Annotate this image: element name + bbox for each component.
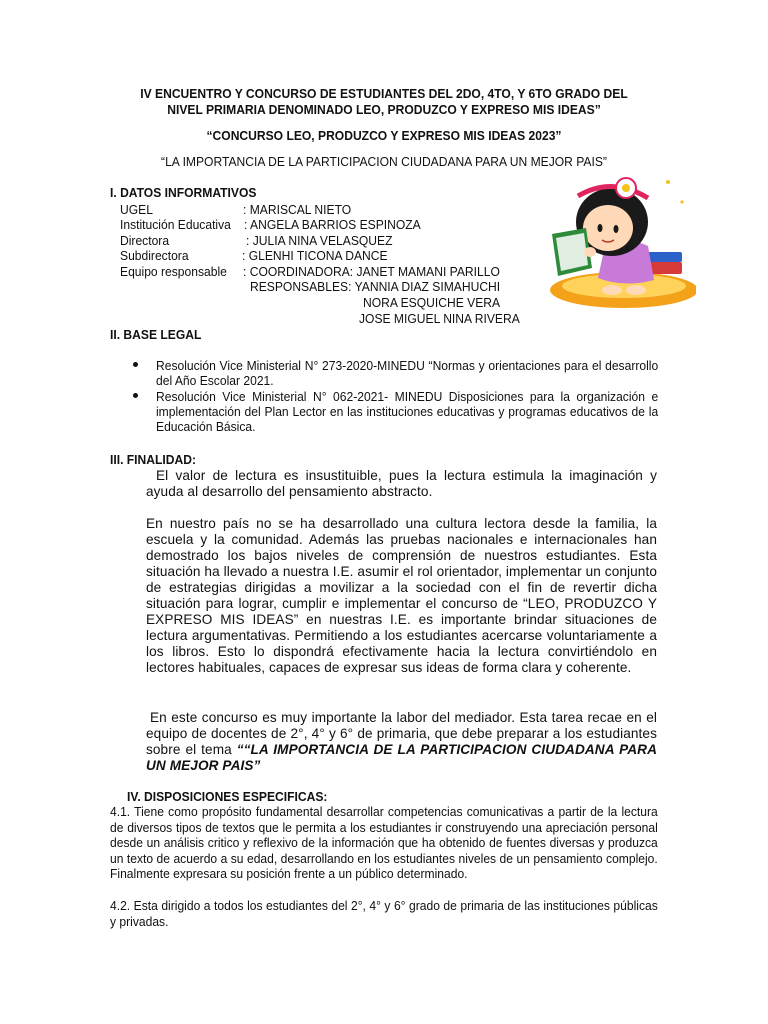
bullet-icon <box>133 393 138 398</box>
disposiciones-4-1: 4.1. Tiene como propósito fundamental desarrollar competencias comunicativas a partir de la lectura de diversos tipos de textos que le permita a los estudiantes ir construyendo una apreciación personal desde un análisis critico y reflexivo de la información que ha obtenido de fuentes diversas y produzca un texto de acuerdo a su edad, desarrollando en los estudiantes niveles de un pensamiento complejo. Finalmente expresara su posición frente a un público determinado. <box>110 804 658 881</box>
datos-label-ugel: UGEL <box>120 202 153 217</box>
datos-value-directora: : JULIA NINA VELASQUEZ <box>246 233 393 248</box>
section-heading-finalidad: III. FINALIDAD: <box>110 452 196 467</box>
section-heading-datos: I. DATOS INFORMATIVOS <box>110 185 257 200</box>
datos-label-equipo: Equipo responsable <box>120 264 227 279</box>
section-heading-disposiciones: IV. DISPOSICIONES ESPECIFICAS: <box>127 789 328 804</box>
base-legal-item-2: Resolución Vice Ministerial N° 062-2021- MINEDU Disposiciones para la organización e implementación del Plan Lector en las instituciones educativas y programas educativos de la Educación Básica. <box>156 389 659 434</box>
datos-label-institucion: Institución Educativa <box>120 217 231 232</box>
datos-responsables-1: RESPONSABLES: YANNIA DIAZ SIMAHUCHI <box>250 279 501 294</box>
section-heading-base-legal: II. BASE LEGAL <box>110 327 202 342</box>
datos-value-equipo: : COORDINADORA: JANET MAMANI PARILLO <box>243 264 500 279</box>
contest-title: “CONCURSO LEO, PRODUZCO Y EXPRESO MIS IDEAS 2023” <box>206 128 562 143</box>
base-legal-item-1: Resolución Vice Ministerial N° 273-2020-MINEDU “Normas y orientaciones para el desarrollo del Año Escolar 2021. <box>156 358 659 388</box>
datos-responsables-3: JOSE MIGUEL NINA RIVERA <box>359 311 520 326</box>
disposiciones-4-2: 4.2. Esta dirigido a todos los estudiantes del 2°, 4° y 6° grado de primaria de las instituciones públicas y privadas. <box>110 898 658 929</box>
face-shape <box>583 205 633 251</box>
datos-value-subdirectora: : GLENHI TICONA DANCE <box>242 248 388 263</box>
datos-value-ugel: : MARISCAL NIETO <box>243 202 352 217</box>
title-line-1: IV ENCUENTRO Y CONCURSO DE ESTUDIANTES DEL 2DO, 4TO, Y 6TO GRADO DEL <box>140 86 628 101</box>
finalidad-paragraph-2: En nuestro país no se ha desarrollado una cultura lectora desde la familia, la escuela y la comunidad. Además las pruebas nacionales e internacionales han demostrado los bajos niveles de comprensión de nuestros estudiantes. Esta situación ha llevado a nuestra I.E. asumir el rol orientador, implementar un conjunto de estrategias dirigidas a movilizar a la sociedad con el fin de revertir dicha situación para lograr, cumplir e implementar el concurso de “LEO, PRODUZCO Y EXPRESO MIS IDEAS” en nuestras I.E. es importante brindar situaciones de lectura argumentativas. Permitiendo a los estudiantes acercarse voluntariamente a los libros. Esto lo dispondrá efectivamente hacia la lectura convirtiéndolo en lectores habituales, capaces de expresar sus ideas de forma clara y coherente. <box>146 516 657 675</box>
title-line-2: NIVEL PRIMARIA DENOMINADO LEO, PRODUZCO Y EXPRESO MIS IDEAS” <box>167 102 601 117</box>
datos-label-subdirectora: Subdirectora <box>120 248 189 263</box>
girl-reading-illustration <box>544 172 696 310</box>
datos-label-directora: Directora <box>120 233 170 248</box>
finalidad-paragraph-3 <box>146 710 657 774</box>
contest-theme: “LA IMPORTANCIA DE LA PARTICIPACION CIUDADANA PARA UN MEJOR PAIS” <box>161 154 607 169</box>
finalidad-theme-emphasis: ““LA IMPORTANCIA DE LA PARTICIPACION CIUDADANA PARA UN MEJOR PAIS” <box>146 742 657 773</box>
finalidad-paragraph-3-text: En este concurso es muy importante la labor del mediador. Esta tarea recae en el equipo de docentes de 2°, 4° y 6° de primaria, que debe preparar a los estudiantes sobre el tema <box>146 710 657 757</box>
datos-responsables-2: NORA ESQUICHE VERA <box>363 295 501 310</box>
document-title <box>129 86 639 118</box>
datos-value-institucion: : ANGELA BARRIOS ESPINOZA <box>244 217 421 232</box>
finalidad-paragraph-1: El valor de lectura es insustituible, pues la lectura estimula la imaginación y ayuda al desarrollo del pensamiento abstracto. <box>146 468 657 499</box>
bullet-icon <box>133 362 138 367</box>
